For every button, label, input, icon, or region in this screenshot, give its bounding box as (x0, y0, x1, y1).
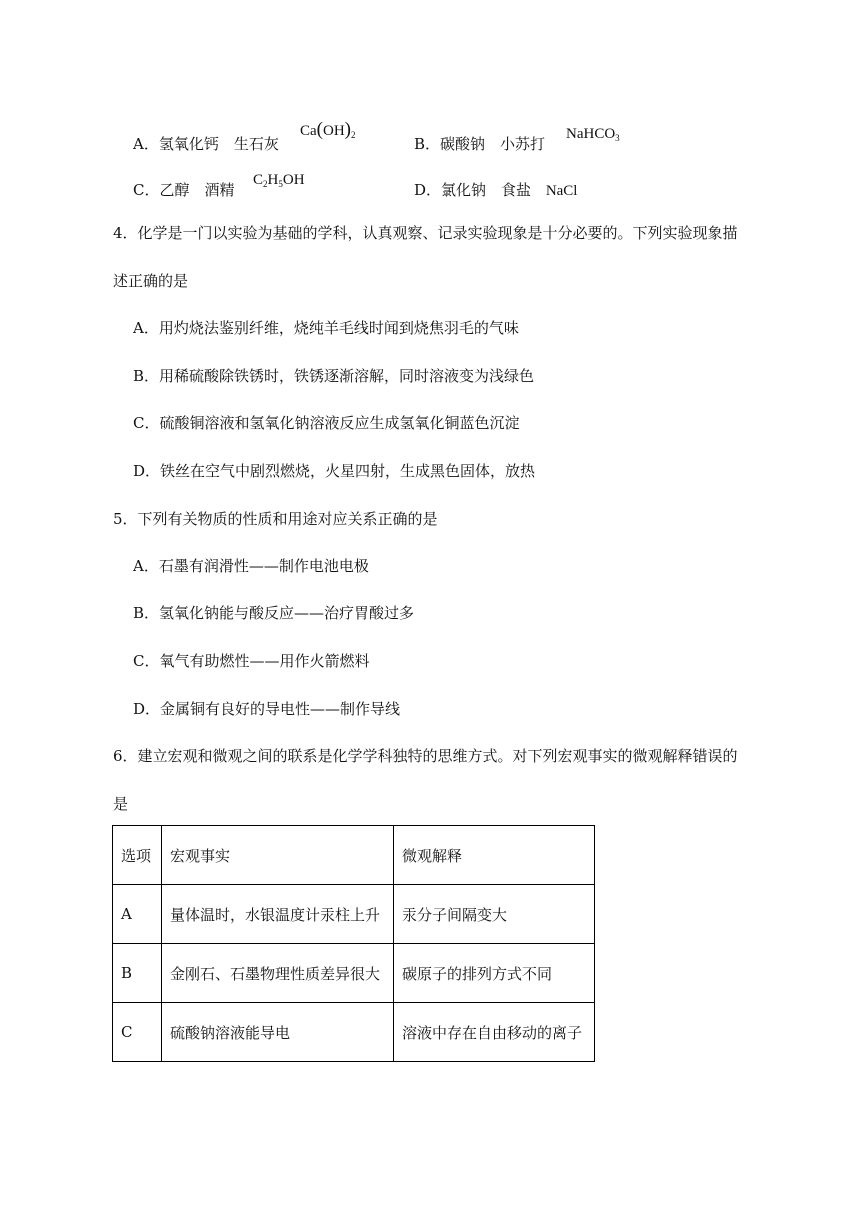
q3-option-d-formula: NaCl (545, 183, 578, 199)
table-cell: C (113, 1003, 162, 1062)
table-cell: 量体温时，水银温度计汞柱上升 (162, 885, 394, 944)
table-cell: 溶液中存在自由移动的离子 (394, 1003, 595, 1062)
q5-option-c: C．氧气有助燃性——用作火箭燃料 (133, 652, 370, 670)
q3-option-d (414, 179, 577, 200)
q3-option-d-label: D．氯化钠 食盐 (414, 181, 532, 199)
q5-option-d: D．金属铜有良好的导电性——制作导线 (133, 700, 401, 718)
table-cell: B (113, 944, 162, 1003)
q4-option-a: A．用灼烧法鉴别纤维，烧纯羊毛线时闻到烧焦羽毛的气味 (133, 319, 519, 337)
header-cell-macro-fact: 宏观事实 (162, 826, 394, 885)
q3-option-c-label: C．乙醇 酒精 (133, 181, 235, 199)
table-header-row (113, 826, 595, 885)
q5-option-a: A．石墨有润滑性——制作电池电极 (133, 557, 369, 575)
q3-option-b-formula: NaHCO$_3$ (566, 126, 620, 143)
q6-stem-line2: 是 (113, 795, 129, 813)
table-row (113, 885, 595, 944)
q6-table (112, 825, 595, 1062)
q3-option-a-label: A．氢氧化钙 生石灰 (133, 135, 279, 153)
q3-option-a (133, 133, 279, 154)
header-cell-micro-explanation: 微观解释 (394, 826, 595, 885)
header-cell-option: 选项 (113, 826, 162, 885)
q4-option-d: D．铁丝在空气中剧烈燃烧，火星四射，生成黑色固体，放热 (133, 462, 536, 480)
q4-option-b: B．用稀硫酸除铁锈时，铁锈逐渐溶解，同时溶液变为浅绿色 (133, 367, 535, 385)
q3-option-a-formula: $Ca(OH)_2$ (300, 119, 356, 140)
q4-option-c: C．硫酸铜溶液和氢氧化钠溶液反应生成氢氧化铜蓝色沉淀 (133, 414, 520, 432)
q3-option-b (414, 133, 545, 154)
table-cell: 金刚石、石墨物理性质差异很大 (162, 944, 394, 1003)
table-cell: 汞分子间隔变大 (394, 885, 595, 944)
q6-stem-line1: 6．建立宏观和微观之间的联系是化学学科独特的思维方式。对下列宏观事实的微观解释错误的 (113, 747, 738, 765)
table-row (113, 944, 595, 1003)
q3-option-c-formula: $C_2H_5OH$ (253, 172, 305, 189)
table-row (113, 1003, 595, 1062)
table-cell: 硫酸钠溶液能导电 (162, 1003, 394, 1062)
q5-stem: 5．下列有关物质的性质和用途对应关系正确的是 (113, 510, 438, 528)
table-cell: A (113, 885, 162, 944)
q4-stem-line2: 述正确的是 (113, 272, 189, 290)
q3-option-b-label: B．碳酸钠 小苏打 (414, 135, 546, 153)
q5-option-b: B．氢氧化钠能与酸反应——治疗胃酸过多 (133, 604, 415, 622)
table-cell: 碳原子的排列方式不同 (394, 944, 595, 1003)
q3-option-c (133, 179, 234, 200)
q4-stem-line1: 4．化学是一门以实验为基础的学科，认真观察、记录实验现象是十分必要的。下列实验现象描 (113, 224, 738, 242)
